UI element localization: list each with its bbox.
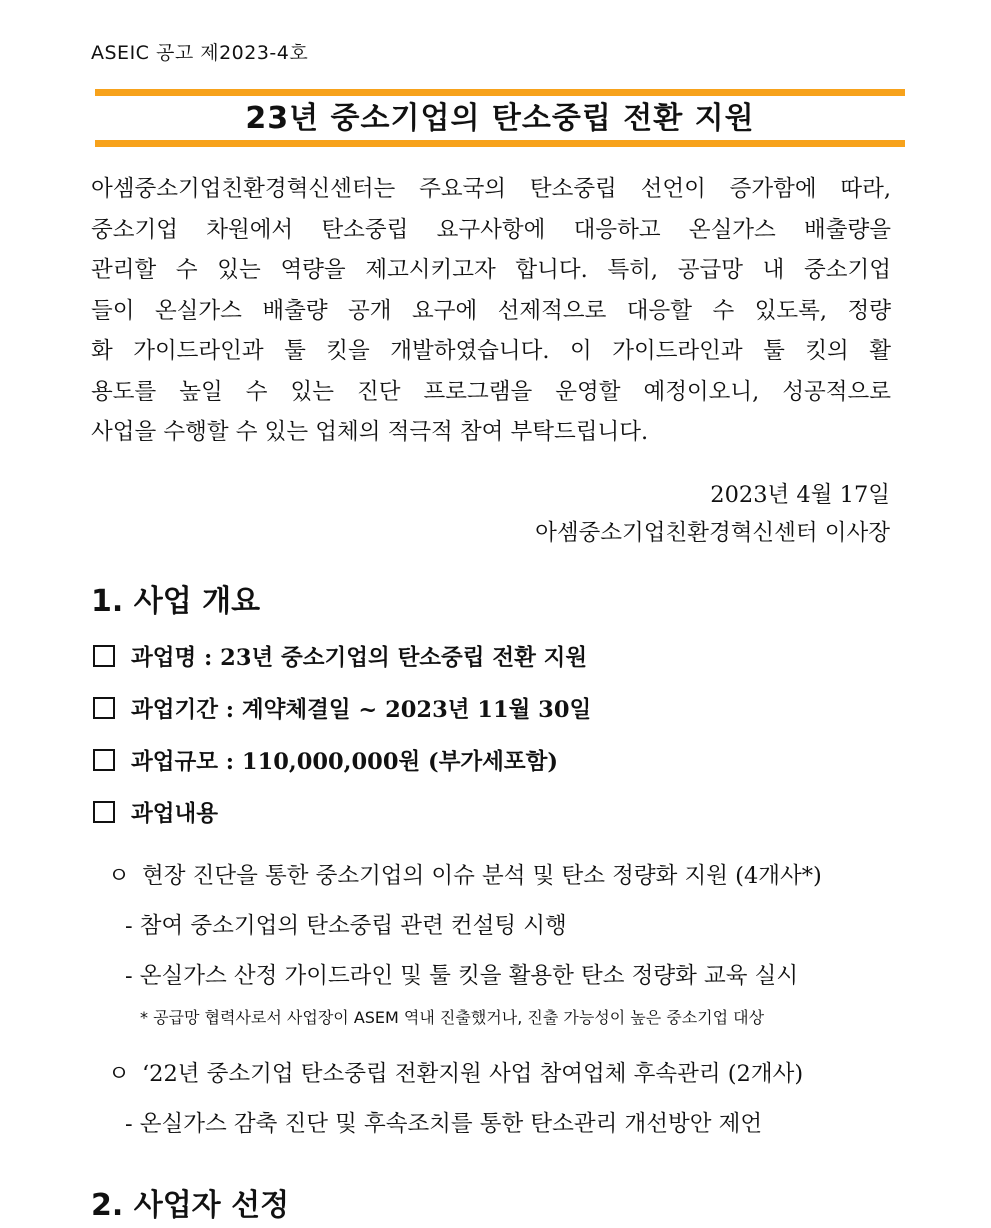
item-text: 과업규모 : 110,000,000원 (부가세포함) — [131, 749, 559, 775]
intro-line: 관리할 수 있는 역량을 제고시키고자 합니다. 특히, 공급망 내 중소기업 — [91, 257, 891, 283]
signature-block — [535, 476, 890, 552]
content-bullet-2 — [108, 1056, 803, 1088]
intro-line: 화 가이드라인과 툴 킷을 개발하였습니다. 이 가이드라인과 툴 킷의 활 — [91, 338, 891, 364]
checkbox-square-icon — [93, 697, 115, 719]
document-title: 23년 중소기업의 탄소중립 전환 지원 — [245, 101, 755, 136]
signatory: 아셈중소기업친환경혁신센터 이사장 — [535, 520, 890, 546]
bullet-text: 현장 진단을 통한 중소기업의 이슈 분석 및 탄소 정량화 지원 (4개사*) — [142, 863, 822, 889]
title-top-bar — [95, 89, 905, 96]
overview-item-task-name — [93, 640, 587, 672]
footnote: * 공급망 협력사로서 사업장이 ASEM 역내 진출했거나, 진출 가능성이 높은 중소기업 대상 — [140, 1008, 765, 1027]
intro-line: 사업을 수행할 수 있는 업체의 적극적 참여 부탁드립니다. — [91, 419, 649, 445]
title-bottom-bar — [95, 140, 905, 147]
intro-line: 중소기업 차원에서 탄소중립 요구사항에 대응하고 온실가스 배출량을 — [91, 216, 891, 243]
intro-line: 아셈중소기업친환경혁신센터는 주요국의 탄소중립 선언이 증가함에 따라, — [91, 176, 891, 202]
content-bullet-1 — [108, 858, 822, 890]
announcement-date: 2023년 4월 17일 — [710, 482, 890, 508]
item-text: 과업기간 : 계약체결일 ~ 2023년 11월 30일 — [131, 697, 592, 723]
checkbox-square-icon — [93, 645, 115, 667]
overview-item-task-budget — [93, 744, 558, 776]
item-text: 과업명 : 23년 중소기업의 탄소중립 전환 지원 — [131, 645, 588, 671]
notice-number: ASEIC 공고 제2023-4호 — [91, 42, 309, 64]
checkbox-square-icon — [93, 749, 115, 771]
content-bullet-1-sub-2: - 온실가스 산정 가이드라인 및 툴 킷을 활용한 탄소 정량화 교육 실시 — [125, 963, 799, 989]
bullet-text: ‘22년 중소기업 탄소중립 전환지원 사업 참여업체 후속관리 (2개사) — [142, 1061, 804, 1087]
intro-line: 용도를 높일 수 있는 진단 프로그램을 운영할 예정이오니, 성공적으로 — [91, 378, 891, 405]
overview-item-task-content — [93, 796, 218, 828]
checkbox-square-icon — [93, 801, 115, 823]
circle-bullet-icon: ㅇ — [108, 863, 130, 889]
item-text: 과업내용 — [131, 801, 218, 827]
circle-bullet-icon: ㅇ — [108, 1061, 130, 1087]
section-1-heading: 1. 사업 개요 — [91, 584, 261, 619]
content-bullet-2-sub-1: - 온실가스 감축 진단 및 후속조치를 통한 탄소관리 개선방안 제언 — [125, 1111, 763, 1137]
intro-paragraph — [91, 169, 891, 453]
content-bullet-1-sub-1: - 참여 중소기업의 탄소중립 관련 컨설팅 시행 — [125, 913, 567, 939]
section-2-heading: 2. 사업자 선정 — [91, 1188, 290, 1223]
intro-line: 들이 온실가스 배출량 공개 요구에 선제적으로 대응할 수 있도록, 정량 — [91, 297, 891, 324]
overview-item-task-period — [93, 692, 591, 724]
